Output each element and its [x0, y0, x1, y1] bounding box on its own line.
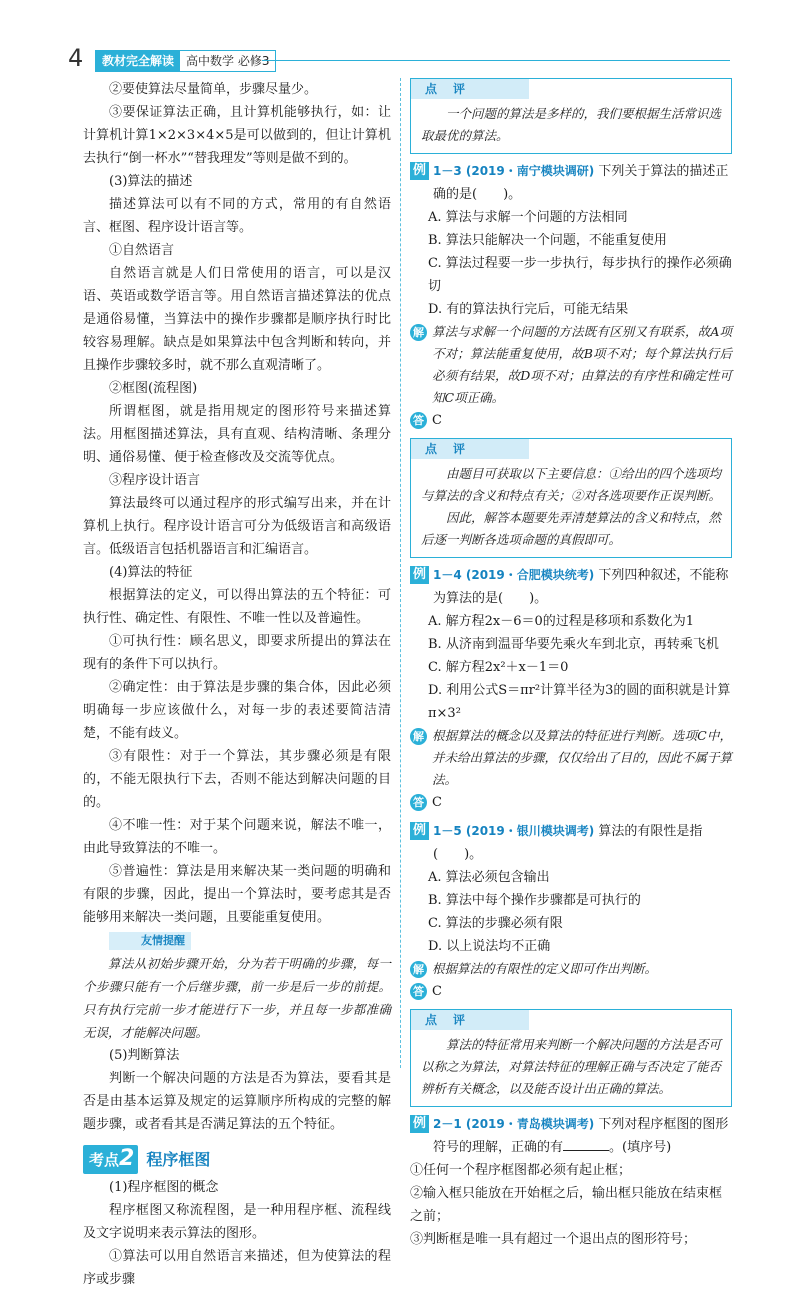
- feature-item: ③有限性：对于一个算法，其步骤必须是有限的，不能无限执行下去，否则不能达到解决问题的目的。: [83, 749, 391, 810]
- subheading: ①自然语言: [109, 243, 175, 258]
- example-1-3: [410, 160, 732, 206]
- column-divider: [400, 78, 401, 1068]
- option: A. 解方程2x－6＝0的过程是移项和系数化为1: [428, 614, 695, 629]
- comment-text: 由题目可获取以下主要信息：①给出的四个选项均与算法的含义和特点有关；②对各选项要作正误判断。: [421, 466, 722, 503]
- paragraph: ③要保证算法正确，且计算机能够执行，如：让计算机计算1×2×3×4×5是可以做到的，但让计算机去执行“倒一杯水”“替我理发”等则是做不到的。: [83, 105, 391, 166]
- topic-badge: [83, 1145, 138, 1174]
- left-column: [83, 78, 391, 1291]
- paragraph: 根据算法的定义，可以得出算法的五个特征：可执行性、确定性、有限性、不唯一性以及普遍性。: [83, 588, 391, 626]
- solution-text: 根据算法的有限性的定义即可作出判断。: [432, 961, 658, 976]
- solution: [410, 725, 732, 791]
- statement-item: ①任何一个程序框图都必须有起止框；: [410, 1163, 632, 1178]
- comment-text: 一个问题的算法是多样的，我们要根据生活常识选取最优的算法。: [421, 106, 722, 143]
- paragraph: 算法最终可以通过程序的形式编写出来，并在计算机上执行。程序设计语言可分为低级语言和高级语言。低级语言包括机器语言和汇编语言。: [83, 496, 391, 557]
- paragraph: 描述算法可以有不同的方式，常用的有自然语言、框图、程序设计语言等。: [83, 197, 391, 235]
- tip-text: 算法从初始步骤开始，分为若干明确的步骤，每一个步骤只能有一个后继步骤，前一步是后一步的前提。只有执行完前一步才能进行下一步，并且每一步都准确无误，才能解决问题。: [83, 956, 391, 1040]
- answer-blank: [563, 1136, 609, 1151]
- example-question-end: 。(填序号): [609, 1140, 672, 1155]
- example-id: 1－4: [433, 568, 462, 582]
- option: A. 算法必须包含输出: [428, 870, 550, 885]
- comment-label: 点评: [425, 442, 482, 456]
- option: C. 算法过程要一步一步执行，每步执行的操作必须确切: [428, 256, 732, 294]
- book-title: 高中数学 必修3: [186, 54, 270, 68]
- example-tag: 例: [410, 822, 429, 840]
- answer-icon: 答: [410, 794, 427, 811]
- paragraph: 判断一个解决问题的方法是否为算法，要看其是否是由基本运算及规定的运算顺序所构成的完整的解题步骤，或者看其是否满足算法的五个特征。: [83, 1071, 391, 1132]
- answer-text: C: [432, 795, 442, 810]
- example-2-1: [410, 1113, 732, 1159]
- page-header: [0, 0, 800, 80]
- feature-item: ④不唯一性：对于某个问题来说，解法不唯一，由此导致算法的不唯一。: [83, 818, 391, 856]
- header-rule: [262, 60, 730, 61]
- answer-text: C: [432, 413, 442, 428]
- comment-box: [410, 78, 732, 154]
- option: A. 算法与求解一个问题的方法相同: [428, 210, 628, 225]
- solution-icon: 解: [410, 961, 427, 978]
- paragraph: 自然语言就是人们日常使用的语言，可以是汉语、英语或数学语言等。用自然语言描述算法的优点是通俗易懂，当算法中的操作步骤都是顺序执行时比较容易理解。缺点是如果算法中包含判断和转向，并且操作步骤较多时，就不那么直观清晰了。: [83, 266, 391, 373]
- solution-icon: 解: [410, 728, 427, 745]
- example-id: 2－1: [433, 1117, 462, 1131]
- example-source: (2019・合肥模块统考): [465, 568, 595, 582]
- example-1-5: [410, 820, 732, 866]
- comment-text: 算法的特征常用来判断一个解决问题的方法是否可以称之为算法，对算法特征的理解正确与否决定了能否辨析有关概念，以及能否设计出正确的算法。: [421, 1037, 722, 1096]
- example-question: 下列关于算法的描述正确的是( )。: [433, 164, 729, 202]
- comment-label: 点评: [425, 1013, 482, 1027]
- option: C. 解方程2x²＋x－1＝0: [428, 660, 569, 675]
- topic-number: 2: [119, 1145, 135, 1171]
- section-heading: (4)算法的特征: [109, 565, 193, 580]
- solution-text: 算法与求解一个问题的方法既有区别又有联系，故A项不对；算法能重复使用，故B项不对；每个算法执行后必须有结果，故D项不对；由算法的有序性和确定性可知C项正确。: [432, 324, 732, 405]
- topic-label: 考点: [89, 1150, 120, 1169]
- solution: [410, 321, 732, 409]
- solution-text: 根据算法的概念以及算法的特征进行判断。选项C中，并未给出算法的步骤，仅仅给出了目的，因此不属于算法。: [432, 728, 733, 787]
- solution: [410, 958, 732, 980]
- example-question: 下列四种叙述，不能称为算法的是( )。: [433, 568, 729, 606]
- paragraph: ①算法可以用自然语言来描述，但为使算法的程序或步骤: [83, 1249, 391, 1287]
- statement-item: ③判断框是唯一具有超过一个退出点的图形符号；: [410, 1232, 697, 1247]
- feature-item: ①可执行性：顾名思义，即要求所提出的算法在现有的条件下可以执行。: [83, 634, 391, 672]
- example-question: 算法的有限性是指( )。: [433, 824, 703, 862]
- tip-label: 友情提醒: [109, 932, 191, 950]
- paragraph: ②要使算法尽量简单，步骤尽量少。: [109, 82, 318, 97]
- feature-item: ②确定性：由于算法是步骤的集合体，因此必须明确每一步应该做什么，对每一步的表述要简洁清楚，不能有歧义。: [83, 680, 391, 741]
- example-tag: 例: [410, 162, 429, 180]
- answer: [410, 791, 732, 814]
- example-1-4: [410, 564, 732, 610]
- subheading: ③程序设计语言: [109, 473, 201, 488]
- example-id: 1－5: [433, 824, 462, 838]
- section-heading: (5)判断算法: [109, 1048, 180, 1063]
- option: B. 算法只能解决一个问题，不能重复使用: [428, 233, 667, 248]
- example-source: (2019・银川模块调考): [465, 824, 595, 838]
- answer-icon: 答: [410, 983, 427, 1000]
- comment-text: 因此，解答本题要先弄清楚算法的含义和特点，然后逐一判断各选项命题的真假即可。: [421, 510, 722, 547]
- topic-banner: [83, 1142, 391, 1176]
- option: D. 以上说法均不正确: [428, 939, 551, 954]
- option: D. 利用公式S＝πr²计算半径为3的圆的面积就是计算π×3²: [428, 683, 731, 721]
- header-badge: [95, 50, 276, 72]
- paragraph: 所谓框图，就是指用规定的图形符号来描述算法。用框图描述算法，具有直观、结构清晰、条理分明、通俗易懂、便于检查修改及交流等优点。: [83, 404, 391, 465]
- option: C. 算法的步骤必须有限: [428, 916, 563, 931]
- series-title: 教材完全解读: [96, 51, 180, 71]
- answer-icon: 答: [410, 412, 427, 429]
- right-column: [410, 78, 732, 1251]
- paragraph: 程序框图又称流程图，是一种用程序框、流程线及文字说明来表示算法的图形。: [83, 1203, 391, 1241]
- section-heading: (3)算法的描述: [109, 174, 193, 189]
- answer: [410, 409, 732, 432]
- example-source: (2019・南宁模块调研): [465, 164, 595, 178]
- topic-title: 程序框图: [146, 1149, 211, 1169]
- example-tag: 例: [410, 566, 429, 584]
- comment-label: 点评: [425, 82, 482, 96]
- page-number: 4: [68, 44, 84, 72]
- statement-item: ②输入框只能放在开始框之后，输出框只能放在结束框之前；: [410, 1186, 723, 1224]
- feature-item: ⑤普遍性：算法是用来解决某一类问题的明确和有限的步骤，因此，提出一个算法时，要考虑其是否能够用来解决一类问题，且要能重复使用。: [83, 864, 391, 925]
- example-tag: 例: [410, 1115, 429, 1133]
- subheading: ②框图(流程图): [109, 381, 198, 396]
- answer-text: C: [432, 984, 442, 999]
- option: D. 有的算法执行完后，可能无结果: [428, 302, 629, 317]
- example-source: (2019・青岛模块调考): [465, 1117, 595, 1131]
- example-question: 下列对程序框图的图形符号的理解，正确的有: [433, 1117, 729, 1155]
- comment-box: [410, 1009, 732, 1107]
- answer: [410, 980, 732, 1003]
- solution-icon: 解: [410, 324, 427, 341]
- comment-box: [410, 438, 732, 558]
- option: B. 从济南到温哥华要先乘火车到北京，再转乘飞机: [428, 637, 719, 652]
- example-id: 1－3: [433, 164, 462, 178]
- option: B. 算法中每个操作步骤都是可执行的: [428, 893, 641, 908]
- section-heading: (1)程序框图的概念: [109, 1180, 219, 1195]
